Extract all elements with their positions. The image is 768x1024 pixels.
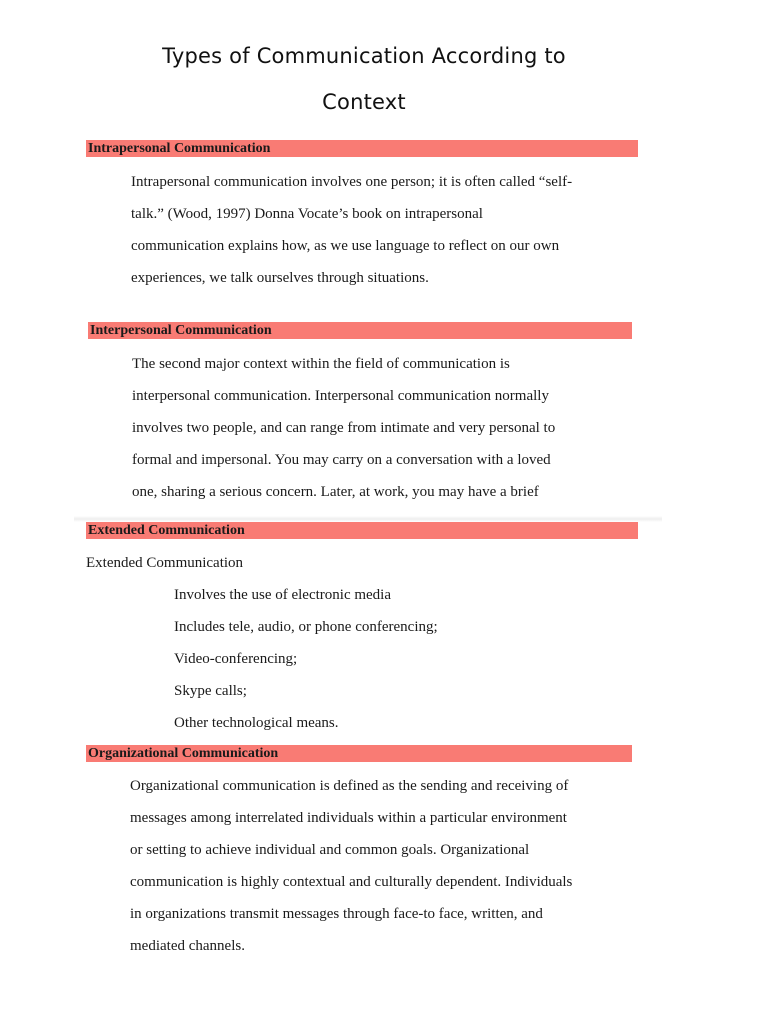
heading-intrapersonal: Intrapersonal Communication — [86, 140, 638, 157]
paragraph-line: interpersonal communication. Interpersonal communication normally — [132, 388, 549, 404]
paragraph-line: one, sharing a serious concern. Later, at work, you may have a brief — [132, 484, 539, 500]
paragraph-line: mediated channels. — [130, 938, 245, 954]
paragraph-line: Intrapersonal communication involves one person; it is often called “self- — [131, 174, 573, 190]
paragraph-line: communication is highly contextual and culturally dependent. Individuals — [130, 874, 573, 890]
list-item: Skype calls; — [174, 683, 247, 699]
paragraph-line: Organizational communication is defined as the sending and receiving of — [130, 778, 569, 794]
paragraph-line: in organizations transmit messages through face-to face, written, and — [130, 906, 543, 922]
paragraph-line: communication explains how, as we use language to reflect on our own — [131, 238, 560, 254]
list-item: Video-conferencing; — [174, 651, 298, 667]
paragraph-line: experiences, we talk ourselves through situations. — [131, 270, 429, 286]
paragraph-line: messages among interrelated individuals within a particular environment — [130, 810, 567, 826]
paragraph-intrapersonal — [131, 170, 572, 298]
extended-intro: Extended Communication — [86, 555, 244, 571]
document-title-line-1: Types of Communication According to — [162, 44, 566, 68]
paragraph-line: The second major context within the field of communication is — [132, 356, 510, 372]
document-title-line-2: Context — [322, 90, 406, 114]
heading-extended: Extended Communication — [86, 522, 638, 539]
paragraph-line: or setting to achieve individual and common goals. Organizational — [130, 842, 530, 858]
paragraph-line: involves two people, and can range from intimate and very personal to — [132, 420, 556, 436]
heading-organizational: Organizational Communication — [86, 745, 632, 762]
paragraph-line: formal and impersonal. You may carry on a conversation with a loved — [132, 452, 551, 468]
list-item: Includes tele, audio, or phone conferencing; — [174, 619, 438, 635]
list-item: Involves the use of electronic media — [174, 587, 392, 603]
paragraph-organizational — [130, 774, 572, 966]
paragraph-interpersonal — [132, 352, 555, 512]
list-item: Other technological means. — [174, 715, 339, 731]
paragraph-line: talk.” (Wood, 1997) Donna Vocate’s book on intrapersonal — [131, 206, 483, 222]
heading-interpersonal: Interpersonal Communication — [88, 322, 632, 339]
